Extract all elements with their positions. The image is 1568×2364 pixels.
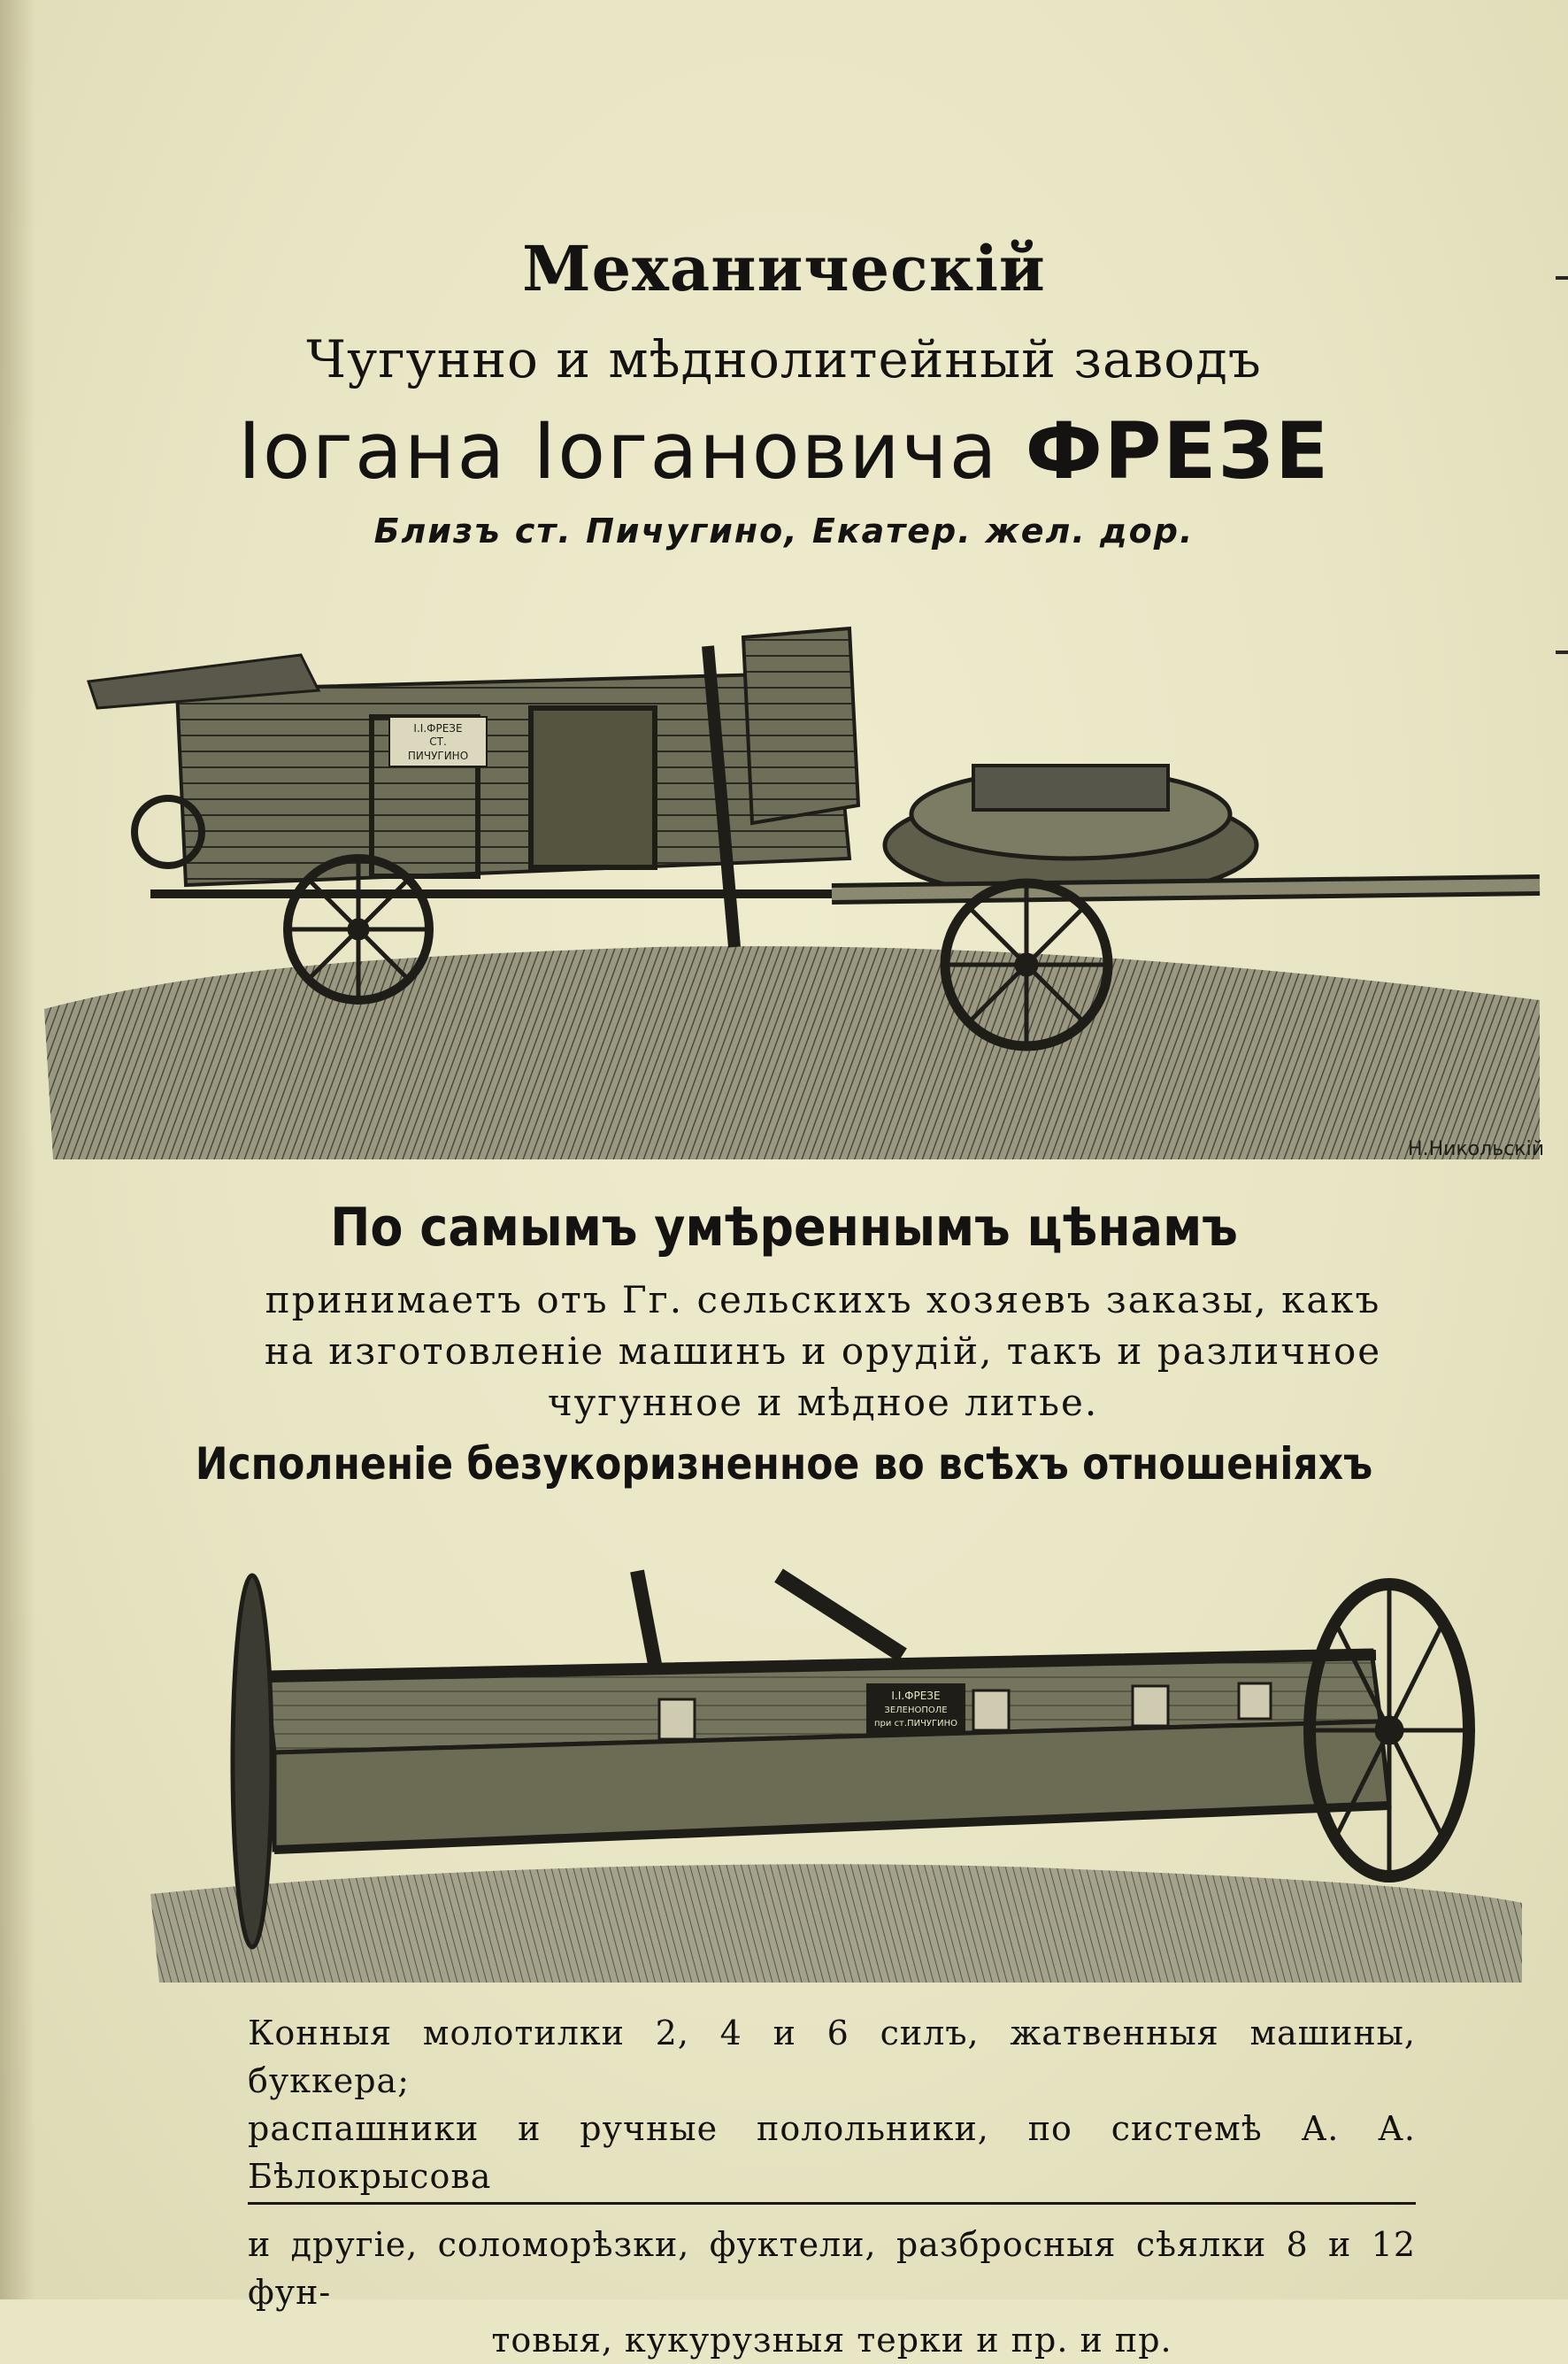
thresher-wheel: [288, 859, 429, 1000]
offer-body: принимаетъ отъ Гг. сельскихъ хозяевъ заказы, какъ на изготовленіе машинъ и орудій, такъ и различное чугунное и мѣдное литье.: [264, 1278, 1382, 1424]
svg-text:I.I.ФРЕЗЕ: I.I.ФРЕЗЕ: [891, 1690, 941, 1702]
thresher-name-plate: [389, 717, 487, 766]
product-list: [248, 2009, 1416, 2364]
header-subtitle: Чугунно и мѣднолитейный заводъ: [306, 329, 1262, 389]
margin-mark: [1556, 651, 1568, 654]
ground-shadow: [150, 1864, 1522, 1983]
product-list-line: и другіе, соломорѣзки, фуктели, разбросныя сѣялки 8 и 12 фун-: [248, 2225, 1416, 2312]
threshing-machine-illustration: [35, 593, 1557, 1168]
owner-surname: ФРЕЗЕ: [1025, 405, 1331, 497]
gear-wheel: [945, 883, 1108, 1046]
product-list-line: распашники и ручные полольники, по системѣ А. А. Бѣлокрысова: [248, 2109, 1416, 2196]
field-machine-illustration: [150, 1522, 1531, 2000]
svg-text:СТ.: СТ.: [429, 735, 447, 748]
machine-body: [265, 1571, 1389, 1850]
factory-location: Близъ ст. Пичугино, Екатер. жел. дор.: [373, 512, 1195, 551]
machine-left-wheel: [233, 1575, 272, 1947]
svg-text:I.I.ФРЕЗЕ: I.I.ФРЕЗЕ: [413, 722, 463, 735]
machine-right-wheel: [1310, 1584, 1469, 1876]
owner-name-prefix: Іогана Іогановича: [237, 405, 999, 497]
svg-text:ПИЧУГИНО: ПИЧУГИНО: [407, 750, 469, 762]
offer-tagline: Исполненіе безукоризненное во всѣхъ отношеніяхъ: [195, 1438, 1373, 1490]
horse-gear: [832, 766, 1540, 898]
owner-name: [0, 405, 1568, 497]
machine-name-plate: [867, 1684, 965, 1733]
svg-text:ЗЕЛЕНОПОЛЕ: ЗЕЛЕНОПОЛЕ: [884, 1706, 948, 1715]
header-title: Механическій: [522, 232, 1046, 305]
offer-heading: По самымъ умѣреннымъ цѣнамъ: [330, 1197, 1238, 1259]
product-list-line: Конныя молотилки 2, 4 и 6 силъ, жатвенныя машины, буккера;: [248, 2014, 1416, 2100]
divider: [248, 2202, 1416, 2205]
ground-shadow: [44, 946, 1540, 1159]
thresher-body: [88, 628, 858, 947]
engraver-signature: Н.Никольскій: [1408, 1138, 1544, 1160]
svg-text:при ст.ПИЧУГИНО: при ст.ПИЧУГИНО: [874, 1719, 957, 1729]
product-list-line: товыя, кукурузныя терки и пр. и пр.: [491, 2321, 1172, 2360]
